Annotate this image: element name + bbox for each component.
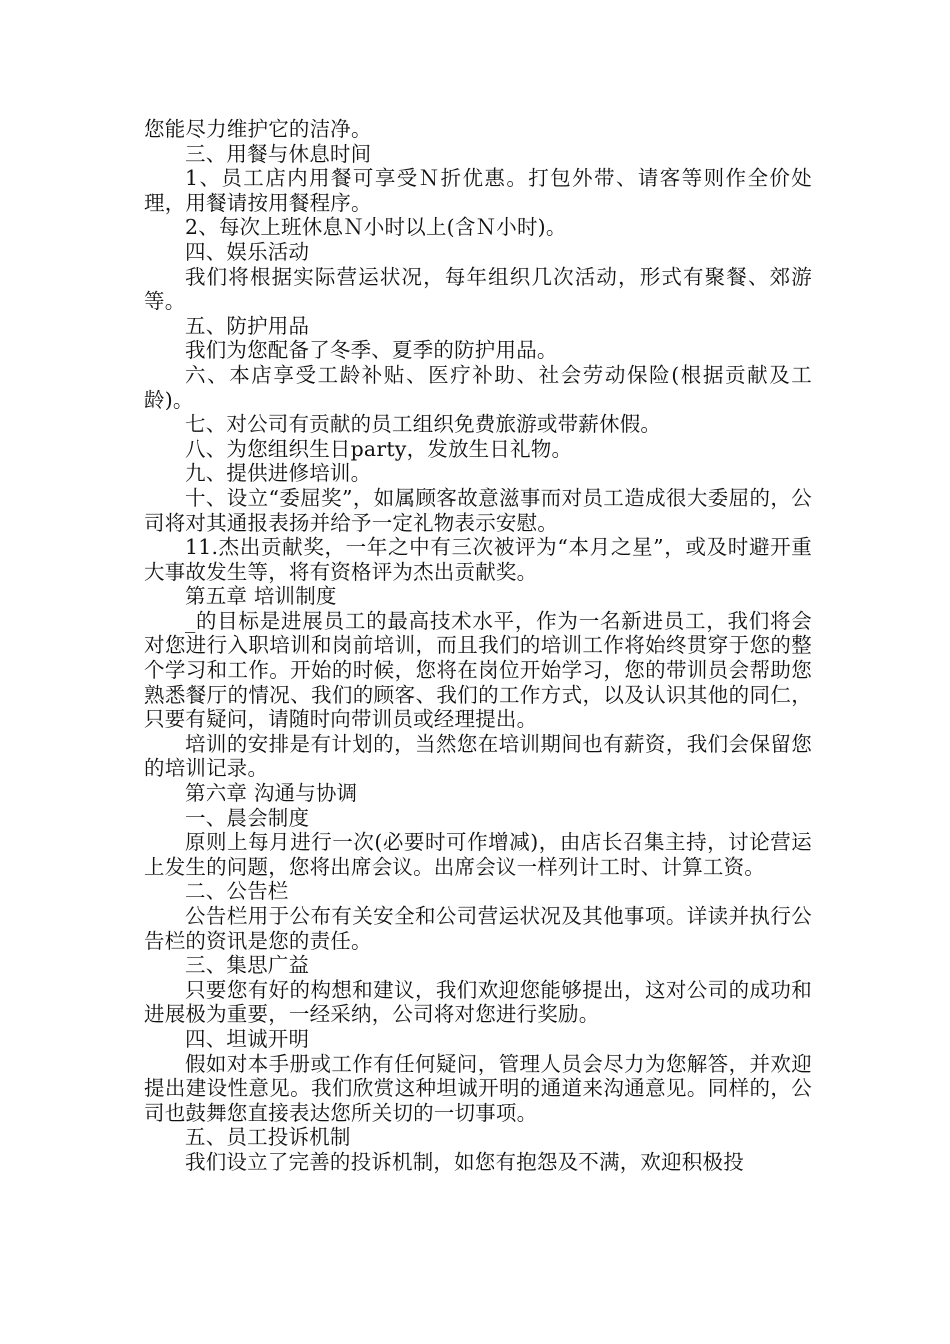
document-paragraph: _的目标是进展员工的最高技术水平，作为一名新进员工，我们将会对您进行入职培训和岗前培训，而且我们的培训工作将始终贯穿于您的整个学习和工作。开始的时候，您将在岗位开始学习，您的带训员会帮助您熟悉餐厅的情况、我们的顾客、我们的工作方式，以及认识其他的同仁，只要有疑问，请随时向带训员或经理提出。 [144, 608, 812, 732]
document-paragraph: 11.杰出贡献奖，一年之中有三次被评为“本月之星”，或及时避开重大事故发生等，将有资格评为杰出贡献奖。 [144, 535, 812, 584]
document-paragraph: 十、设立“委屈奖”，如属顾客故意滋事而对员工造成很大委屈的，公司将对其通报表扬并给予一定礼物表示安慰。 [144, 485, 812, 535]
document-paragraph: 五、员工投诉机制 [185, 1125, 351, 1150]
document-page [144, 117, 812, 1175]
document-paragraph: 1、员工店内用餐可享受Ｎ折优惠。打包外带、请客等则作全价处理，用餐请按用餐程序。 [144, 166, 812, 215]
document-paragraph: 您能尽力维护它的洁净。 [144, 117, 372, 141]
document-paragraph: 原则上每月进行一次(必要时可作增减)，由店长召集主持，讨论营运上发生的问题，您将出席会议。出席会议一样列计工时、计算工资。 [144, 830, 812, 879]
document-paragraph: 培训的安排是有计划的，当然您在培训期间也有薪资，我们会保留您的培训记录。 [144, 731, 812, 781]
document-paragraph: 假如对本手册或工作有任何疑问，管理人员会尽力为您解答，并欢迎提出建设性意见。我们欣赏这种坦诚开明的通道来沟通意见。同样的，公司也鼓舞您直接表达您所关切的一切事项。 [144, 1051, 812, 1125]
document-paragraph: 四、娱乐活动 [185, 239, 310, 264]
document-paragraph: 我们为您配备了冬季、夏季的防护用品。 [185, 338, 558, 363]
document-paragraph: 第五章 培训制度 [185, 584, 337, 609]
document-paragraph: 六、本店享受工龄补贴、医疗补助、社会劳动保险(根据贡献及工龄)。 [144, 362, 812, 412]
document-paragraph: 八、为您组织生日party，发放生日礼物。 [185, 436, 573, 461]
document-paragraph: 七、对公司有贡献的员工组织免费旅游或带薪休假。 [185, 412, 662, 437]
document-paragraph: 只要您有好的构想和建议，我们欢迎您能够提出，这对公司的成功和进展极为重要，一经采纳，公司将对您进行奖励。 [144, 977, 812, 1027]
document-paragraph: 我们将根据实际营运状况，每年组织几次活动，形式有聚餐、郊游等。 [144, 264, 812, 314]
document-paragraph: 三、集思广益 [185, 953, 310, 978]
document-paragraph: 四、坦诚开明 [185, 1026, 310, 1051]
document-paragraph: 公告栏用于公布有关安全和公司营运状况及其他事项。详读并执行公告栏的资讯是您的责任。 [144, 904, 812, 953]
document-paragraph: 2、每次上班休息Ｎ小时以上(含Ｎ小时)。 [185, 215, 567, 240]
document-paragraph: 二、公告栏 [185, 879, 289, 904]
document-paragraph: 我们设立了完善的投诉机制，如您有抱怨及不满，欢迎积极投 [185, 1149, 744, 1174]
document-paragraph: 一、晨会制度 [185, 805, 310, 830]
document-paragraph: 九、提供进修培训。 [185, 461, 372, 486]
document-paragraph: 三、用餐与休息时间 [185, 141, 372, 166]
document-paragraph: 五、防护用品 [185, 313, 310, 338]
document-paragraph: 第六章 沟通与协调 [185, 781, 358, 806]
